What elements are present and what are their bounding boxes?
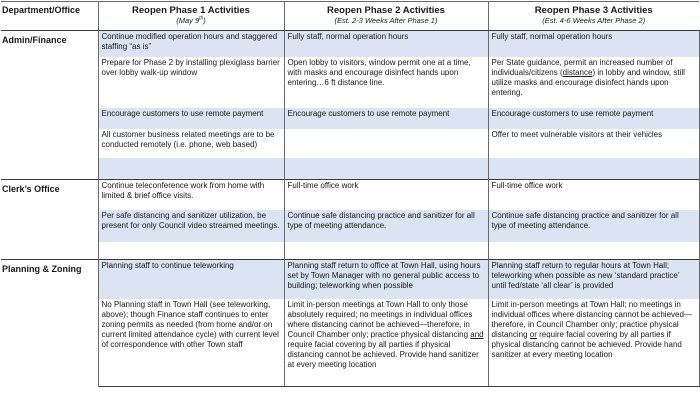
table-row bbox=[1, 299, 699, 387]
phase-1-title: Reopen Phase 1 Activities bbox=[132, 5, 250, 16]
table-row bbox=[1, 57, 699, 108]
phase-2-cell bbox=[284, 129, 488, 158]
phase-3-cell: Continue safe distancing practice and sanitizer for all type of meeting attendance. bbox=[488, 210, 699, 242]
reopen-phase-table bbox=[1, 1, 700, 387]
phase-3-cell: Limit in-person meetings at Town Hall; no meetings in individual offices where distancing cannot be achieved—therefore, in Council Chamber only; practice physical distancing or require facial covering by all parties if physical distancing cannot be achieved. Provide hand sanitizer at every meeting location bbox=[488, 299, 699, 387]
table-row bbox=[1, 210, 699, 242]
phase-2-cell: Planning staff return to office at Town Hall, using hours set by Town Manager with no general public access to building; teleworking when possible bbox=[284, 260, 488, 299]
header-row bbox=[1, 2, 699, 31]
phase-2-cell: Full-time office work bbox=[284, 180, 488, 210]
dept-column-header: Department/Office bbox=[1, 2, 98, 31]
phase-2-cell bbox=[284, 158, 488, 180]
phase-3-cell: Per State guidance, permit an increased number of individuals/citizens (distance) in lobby and window, still utilize masks and encourage disinfect hands upon entering. bbox=[488, 57, 699, 108]
phase-1-cell: Prepare for Phase 2 by installing plexiglass barrier over lobby walk-up window bbox=[98, 57, 284, 108]
phase-1-cell: Continue modified operation hours and staggered staffing “as is” bbox=[98, 31, 284, 57]
dept-admin-finance: Admin/Finance bbox=[1, 31, 98, 180]
table-row bbox=[1, 129, 699, 158]
phase-3-title: Reopen Phase 3 Activities bbox=[534, 5, 653, 16]
phase-3-subtitle: (Est. 4-6 Weeks After Phase 2) bbox=[542, 16, 646, 25]
phase-2-cell: Encourage customers to use remote payment bbox=[284, 108, 488, 129]
phase-2-title: Reopen Phase 2 Activities bbox=[327, 5, 445, 16]
phase-3-header bbox=[488, 2, 699, 31]
phase-3-cell: Encourage customers to use remote payment bbox=[488, 108, 699, 129]
table-row bbox=[1, 180, 699, 210]
phase-1-subtitle: (May 9th) bbox=[176, 15, 206, 25]
phase-1-cell: Per safe distancing and sanitizer utilization, be present for only Council video streamed meetings. bbox=[98, 210, 284, 242]
table-row bbox=[1, 31, 699, 57]
phase-1-cell: All customer business related meetings are to be conducted remotely (i.e. phone, web based) bbox=[98, 129, 284, 158]
dept-clerks-office: Clerk’s Office bbox=[1, 180, 98, 260]
phase-1-cell bbox=[98, 242, 284, 260]
phase-1-header bbox=[98, 2, 284, 31]
phase-1-cell: Continue teleconference work from home with limited & brief office visits. bbox=[98, 180, 284, 210]
phase-1-cell: No Planning staff in Town Hall (see teleworking, above); though Finance staff continues to enter zoning permits as needed (from home and/or on current limited attendance cycle) with current level of correspondence with other Town staff bbox=[98, 299, 284, 387]
phase-1-cell: Encourage customers to use remote payment bbox=[98, 108, 284, 129]
phase-2-cell: Fully staff, normal operation hours bbox=[284, 31, 488, 57]
phase-2-cell: Open lobby to visitors, window permit one at a time, with masks and encourage disinfect hands upon entering…6 ft distance line. bbox=[284, 57, 488, 108]
table-row bbox=[1, 260, 699, 299]
phase-2-subtitle: (Est. 2-3 Weeks After Phase 1) bbox=[334, 16, 438, 25]
phase-3-cell: Offer to meet vulnerable visitors at their vehicles bbox=[488, 129, 699, 158]
phase-1-cell bbox=[98, 158, 284, 180]
phase-3-cell: Fully staff, normal operation hours bbox=[488, 31, 699, 57]
dept-planning-zoning: Planning & Zoning bbox=[1, 260, 98, 387]
phase-2-cell: Continue safe distancing practice and sanitizer for all type of meeting attendance. bbox=[284, 210, 488, 242]
phase-3-cell: Full-time office work bbox=[488, 180, 699, 210]
phase-2-header bbox=[284, 2, 488, 31]
table-row bbox=[1, 242, 699, 260]
phase-3-cell bbox=[488, 242, 699, 260]
phase-3-cell: Planning staff return to regular hours at Town Hall; teleworking when possible as new ‘standard practice’ until fed/state ‘all clear’ is provided bbox=[488, 260, 699, 299]
phase-3-cell bbox=[488, 158, 699, 180]
table-row bbox=[1, 158, 699, 180]
phase-2-cell bbox=[284, 242, 488, 260]
phase-1-cell: Planning staff to continue teleworking bbox=[98, 260, 284, 299]
phase-2-cell: Limit in-person meetings at Town Hall to only those absolutely required; no meetings in individual offices where distancing cannot be achieved—therefore, in Council Chamber only; practice physical distancing and require facial covering by all parties if physical distancing cannot be achieved. Provide hand sanitizer at every meeting location bbox=[284, 299, 488, 387]
table-row bbox=[1, 108, 699, 129]
